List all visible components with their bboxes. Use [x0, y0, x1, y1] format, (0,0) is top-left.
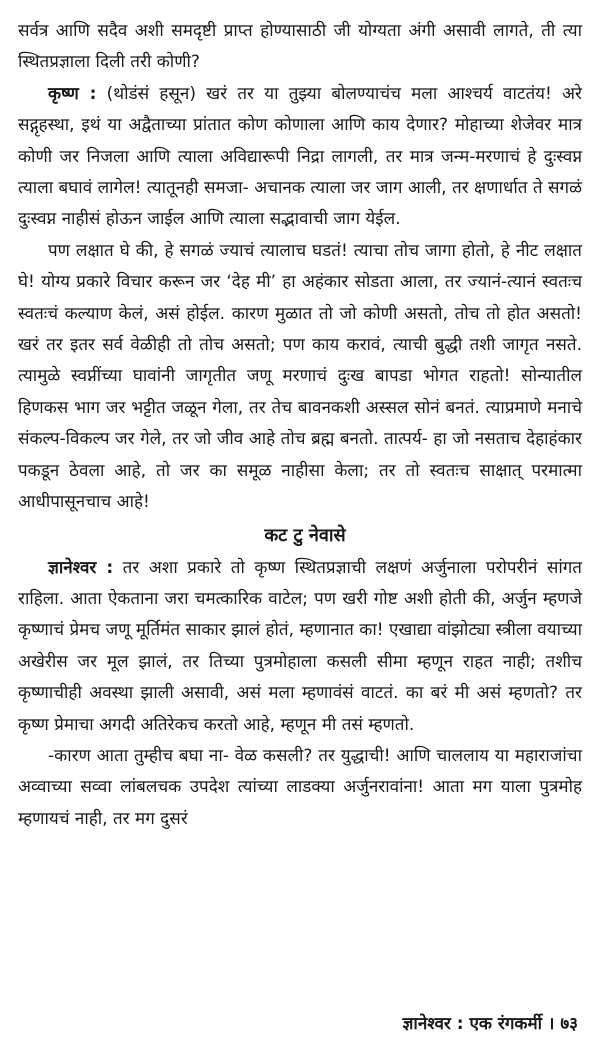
- paragraph-4: [18, 553, 582, 741]
- speaker-krishna: कृष्ण :: [48, 83, 97, 104]
- speaker-dnyaneshwar: ज्ञानेश्वर :: [48, 557, 114, 578]
- paragraph-text: -कारण आता तुम्हीच बघा ना- वेळ कसली? तर युद्धाची! आणि चाललाय या महाराजांचा अव्वाच्या सव्वा लांबलचक उपदेश त्यांच्या लाडक्या अर्जुनरावांना! आता मग याला पुत्रमोह म्हणायचं नाही, तर मग दुसरं: [18, 745, 582, 829]
- paragraph-text: तर अशा प्रकारे तो कृष्ण स्थितप्रज्ञाची लक्षणं अर्जुनाला परोपरीनं सांगत राहिला. आता ऐकताना जरा चमत्कारिक वाटेल; पण खरी गोष्ट अशी होती की, अर्जुन म्हणजे कृष्णाचं प्रेमच जणू मूर्तिमंत साकार झालं होतं, म्हणानात का! एखाद्या वांझोट्या स्त्रीला वयाच्या अखेरीस जर मूल झालं, तर तिच्या पुत्रमोहाला कसली सीमा म्हणून राहत नाही; तशीच कृष्णाचीही अवस्था झाली असावी, असं मला म्हणावंसं वाटतं. का बरं मी असं म्हणतो? तर कृष्ण प्रेमाचा अगदी अतिरेकच करतो आहे, म्हणून मी तसं म्हणतो.: [18, 557, 582, 735]
- paragraph-1: [18, 16, 582, 79]
- paragraph-2: [18, 79, 582, 236]
- scene-heading: कट टु नेवासे: [264, 524, 346, 546]
- page-footer: ज्ञानेश्वर : एक रंगकर्मी । ७३: [402, 1014, 578, 1034]
- paragraph-3: [18, 236, 582, 519]
- paragraph-text: पण लक्षात घे की, हे सगळं ज्याचं त्यालाच घडतं! त्याचा तोच जागा होतो, हे नीट लक्षात घे! योग्य प्रकारे विचार करून जर ‘देह मी’ हा अहंकार सोडता आला, तर ज्यानं-त्यानं स्वतःच स्वतःचं कल्याण केलं, असं होईल. कारण मुळात तो जो कोणी असतो, तोच तो होत असतो! खरं तर इतर सर्व वेळीही तो तोच असतो; पण काय करावं, त्याची बुद्धी तशी जागृत नसते. त्यामुळे स्वप्नींच्या घावांनी जागृतीत जणू मरणाचं दुःख बापडा भोगत राहतो! सोन्यातील हिणकस भाग जर भट्टीत जळून गेला, तर तेच बावनकशी अस्सल सोनं बनतं. त्याप्रमाणे मनाचे संकल्प-विकल्प जर गेले, तर जो जीव आहे तोच ब्रह्म बनतो. तात्पर्य- हा जो नसताच देहाहंकार पकडून ठेवला आहे, तो जर का समूळ नाहीसा केला; तर तो स्वतःच साक्षात् परमात्मा आधीपासूनचाच आहे!: [18, 240, 582, 513]
- paragraph-text: सर्वत्र आणि सदैव अशी समदृष्टी प्राप्त होण्यासाठी जी योग्यता अंगी असावी लागते, ती त्या स्थितप्रज्ञाला दिली तरी कोणी?: [18, 21, 582, 73]
- paragraph-5: [18, 741, 582, 835]
- paragraph-text: (थोडंसं हसून) खरं तर या तुझ्या बोलण्याचंच मला आश्चर्य वाटतंय! अरे सद्गृहस्था, इथं या अद्वैताच्या प्रांतात कोण कोणाला आणि काय देणार? मोहाच्या शेजेवर मात्र कोणी जर निजला आणि त्याला अविद्यारूपी निद्रा लागली, तर मात्र जन्म-मरणाचं हे दुःस्वप्न त्याला बघावं लागेल! त्यातूनही समजा- अचानक त्याला जर जाग आली, तर क्षणार्धात ते सगळं दुःस्वप्न नाहीसं होऊन जाईल आणि त्याला सद्भावाची जाग येईल.: [18, 83, 582, 230]
